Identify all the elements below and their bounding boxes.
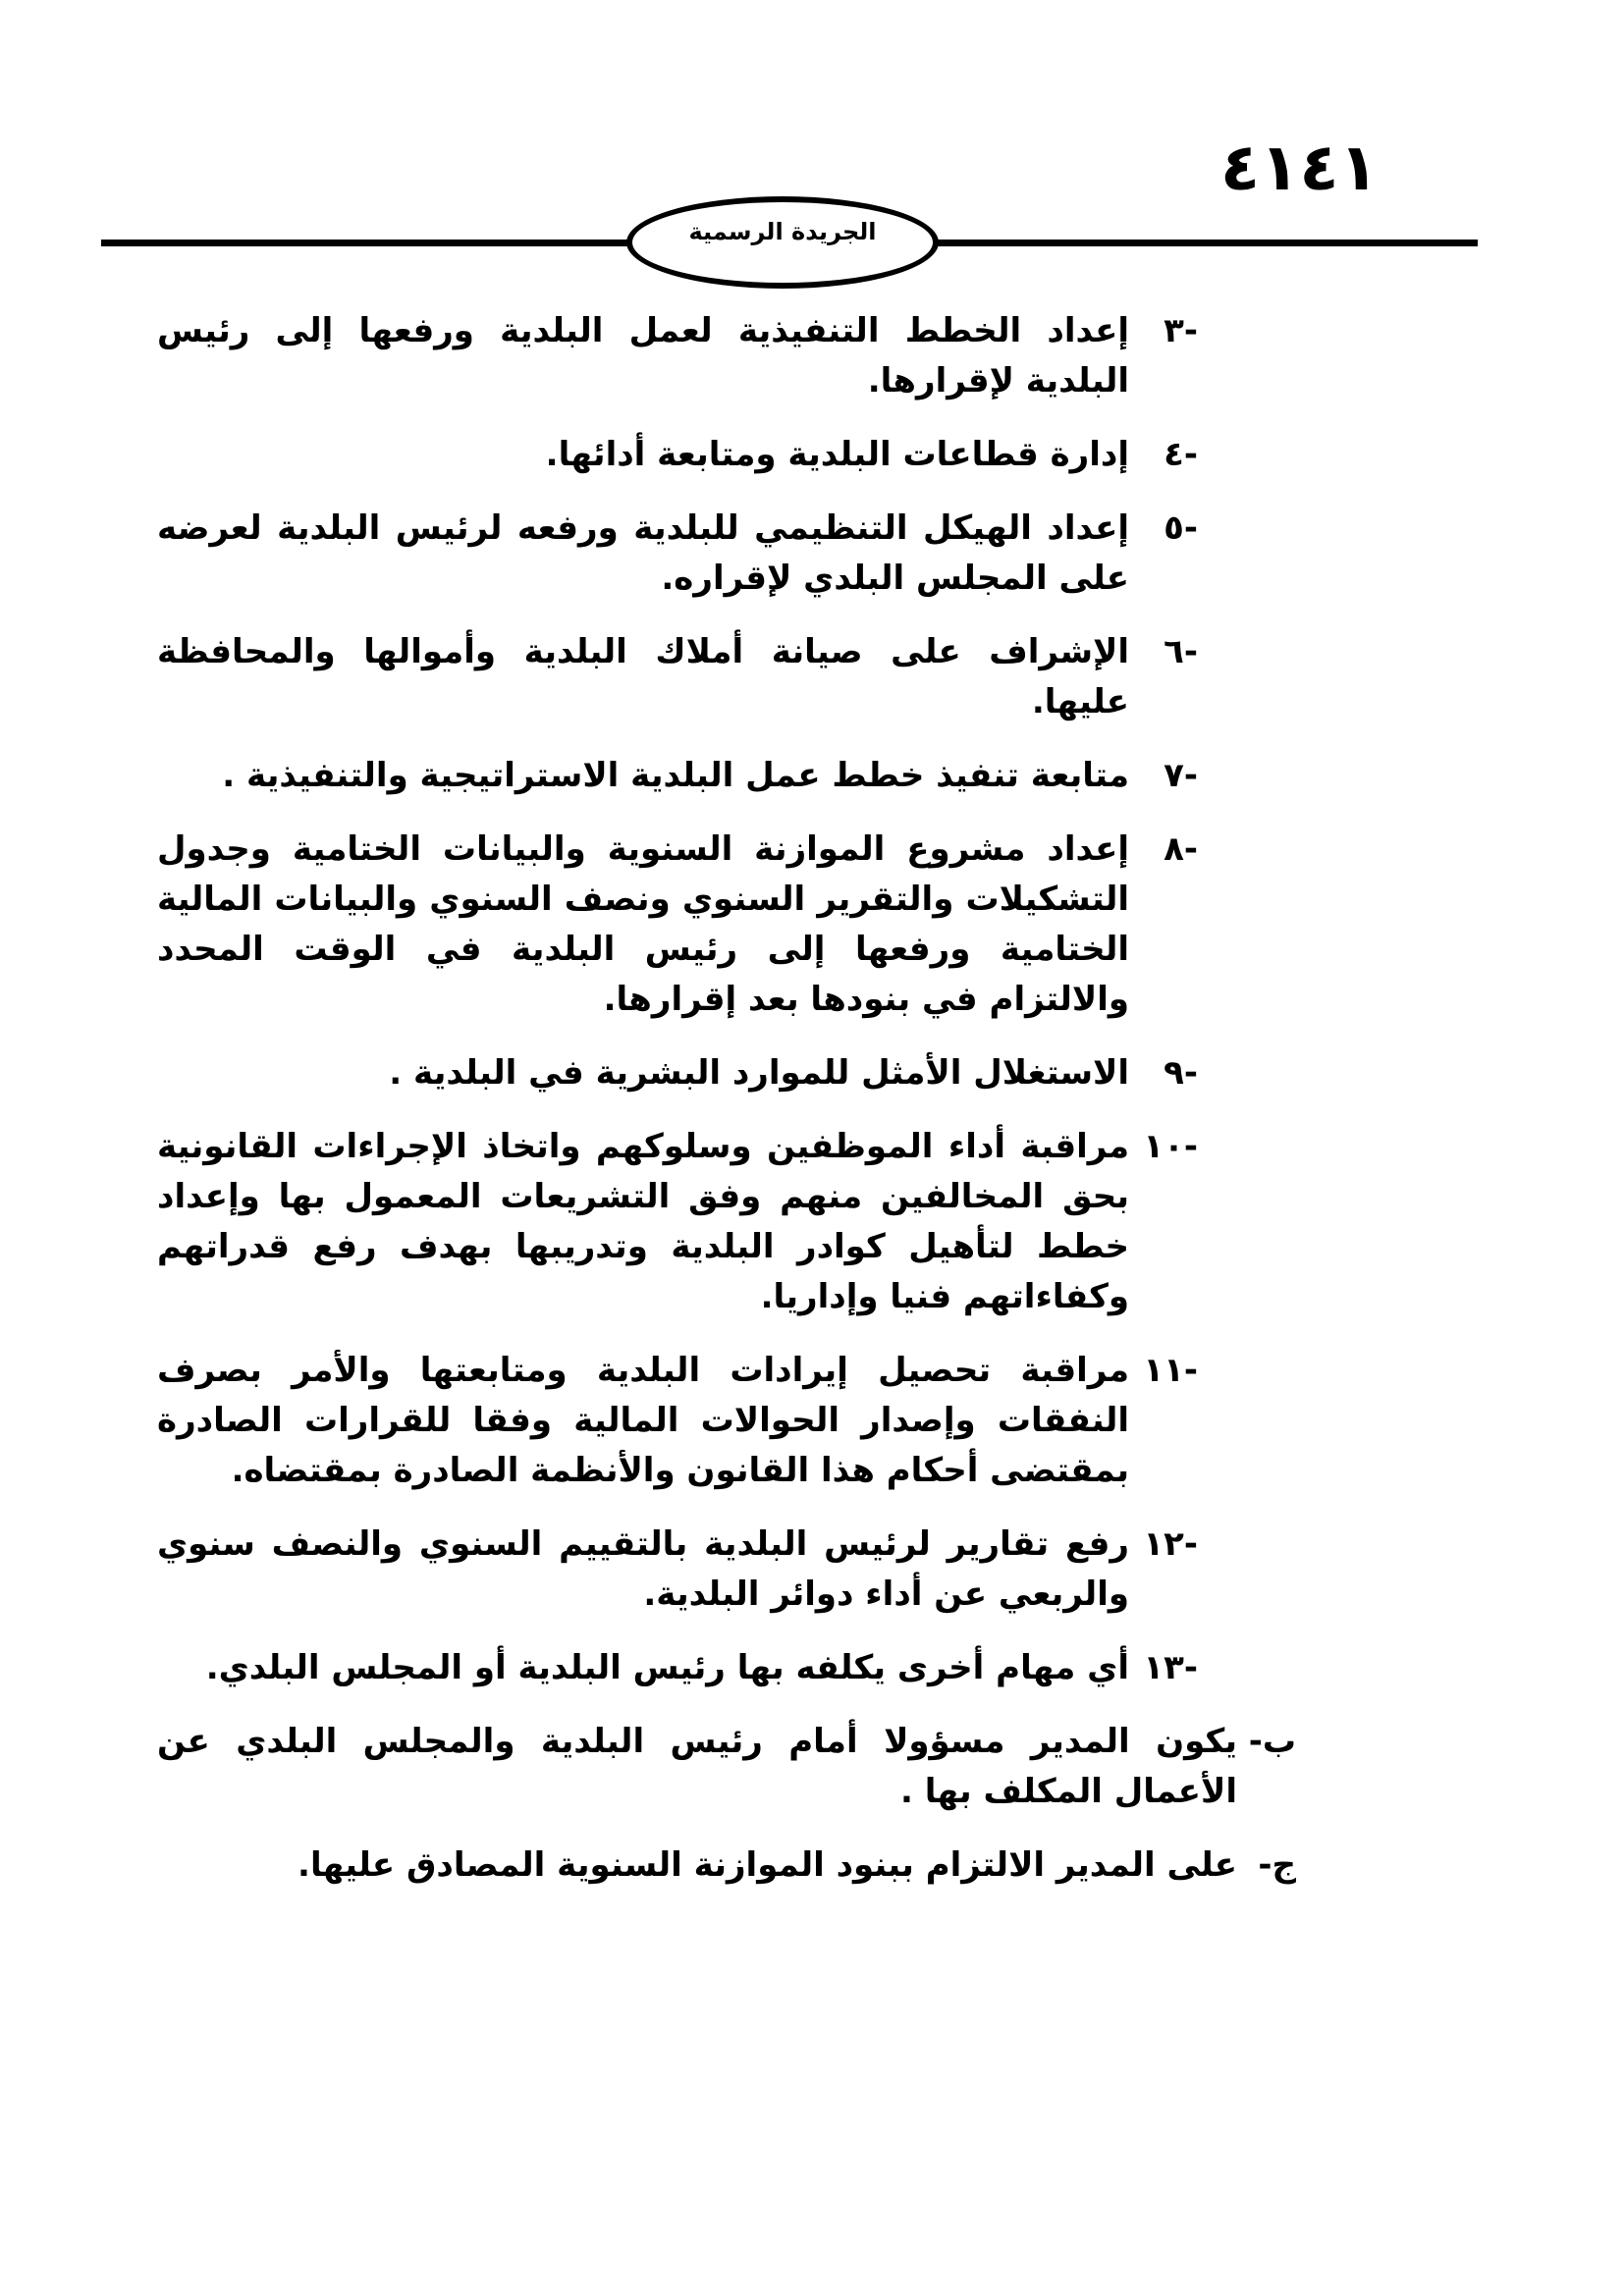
item-text: الاستغلال الأمثل للموارد البشرية في البلدية . bbox=[389, 1053, 1129, 1093]
clause-letter: ج- bbox=[1258, 1845, 1296, 1885]
item-text: إعداد مشروع الموازنة السنوية والبيانات الختامية وجدول التشكيلات والتقرير السنوي ونصف السنوي والبيانات المالية الختامية ورفعها إلى رئيس البلدية في الوقت المحدد والالتزام في بنودها بعد إقرارها. bbox=[157, 829, 1129, 1019]
item-number: ٨- bbox=[1164, 829, 1198, 869]
item-number: ٩- bbox=[1164, 1053, 1198, 1093]
list-item bbox=[157, 504, 1198, 604]
list-item bbox=[157, 627, 1198, 727]
item-number: ١٢- bbox=[1143, 1524, 1198, 1564]
item-number: ٤- bbox=[1164, 435, 1198, 474]
gazette-header-title: الجريدة الرسمية bbox=[688, 218, 877, 245]
sub-clause-c bbox=[157, 1841, 1296, 1891]
item-text: إعداد الخطط التنفيذية لعمل البلدية ورفعها إلى رئيس البلدية لإقرارها. bbox=[157, 311, 1129, 400]
item-number: ٦- bbox=[1164, 632, 1198, 671]
clause-text: على المدير الالتزام ببنود الموازنة السنوية المصادق عليها. bbox=[298, 1845, 1237, 1885]
clause-text: يكون المدير مسؤولا أمام رئيس البلدية والمجلس البلدي عن الأعمال المكلف بها . bbox=[157, 1722, 1237, 1811]
item-text: رفع تقارير لرئيس البلدية بالتقييم السنوي والنصف سنوي والربعي عن أداء دوائر البلدية. bbox=[157, 1524, 1129, 1614]
list-item bbox=[157, 1520, 1198, 1620]
list-item bbox=[157, 1346, 1198, 1496]
item-number: ٥- bbox=[1164, 508, 1198, 548]
item-text: إعداد الهيكل التنظيمي للبلدية ورفعه لرئيس البلدية لعرضه على المجلس البلدي لإقراره. bbox=[157, 508, 1129, 598]
clause-letter: ب- bbox=[1248, 1722, 1296, 1761]
item-number: ٧- bbox=[1164, 756, 1198, 795]
list-item bbox=[157, 825, 1198, 1025]
document-body bbox=[157, 306, 1296, 1914]
list-item bbox=[157, 306, 1198, 406]
item-text: متابعة تنفيذ خطط عمل البلدية الاستراتيجية والتنفيذية . bbox=[222, 756, 1129, 795]
header-rule-left bbox=[101, 240, 633, 246]
item-text: مراقبة تحصيل إيرادات البلدية ومتابعتها والأمر بصرف النفقات وإصدار الحوالات المالية وفقا للقرارات الصادرة بمقتضى أحكام هذا القانون والأنظمة الصادرة بمقتضاه. bbox=[157, 1351, 1129, 1490]
list-item bbox=[157, 1643, 1198, 1693]
gazette-header-badge bbox=[626, 196, 939, 289]
item-number: ٣- bbox=[1164, 311, 1198, 350]
header-rule-right bbox=[936, 240, 1478, 246]
sub-clause-b bbox=[157, 1717, 1296, 1817]
list-item bbox=[157, 430, 1198, 480]
item-number: ١١- bbox=[1143, 1351, 1198, 1390]
list-item bbox=[157, 1122, 1198, 1322]
list-item bbox=[157, 1048, 1198, 1098]
item-number: ١٠- bbox=[1143, 1127, 1198, 1166]
item-number: ١٣- bbox=[1143, 1648, 1198, 1687]
item-text: إدارة قطاعات البلدية ومتابعة أدائها. bbox=[545, 435, 1129, 474]
item-text: الإشراف على صيانة أملاك البلدية وأموالها والمحافظة عليها. bbox=[157, 632, 1129, 721]
list-item bbox=[157, 751, 1198, 801]
item-text: أي مهام أخرى يكلفه بها رئيس البلدية أو المجلس البلدي. bbox=[205, 1648, 1129, 1687]
item-text: مراقبة أداء الموظفين وسلوكهم واتخاذ الإجراءات القانونية بحق المخالفين منهم وفق التشريعات المعمول بها وإعداد خطط لتأهيل كوادر البلدية وتدريبها بهدف رفع قدراتهم وكفاءاتهم فنيا وإداريا. bbox=[157, 1127, 1129, 1316]
page-number: ٤١٤١ bbox=[1219, 130, 1379, 205]
